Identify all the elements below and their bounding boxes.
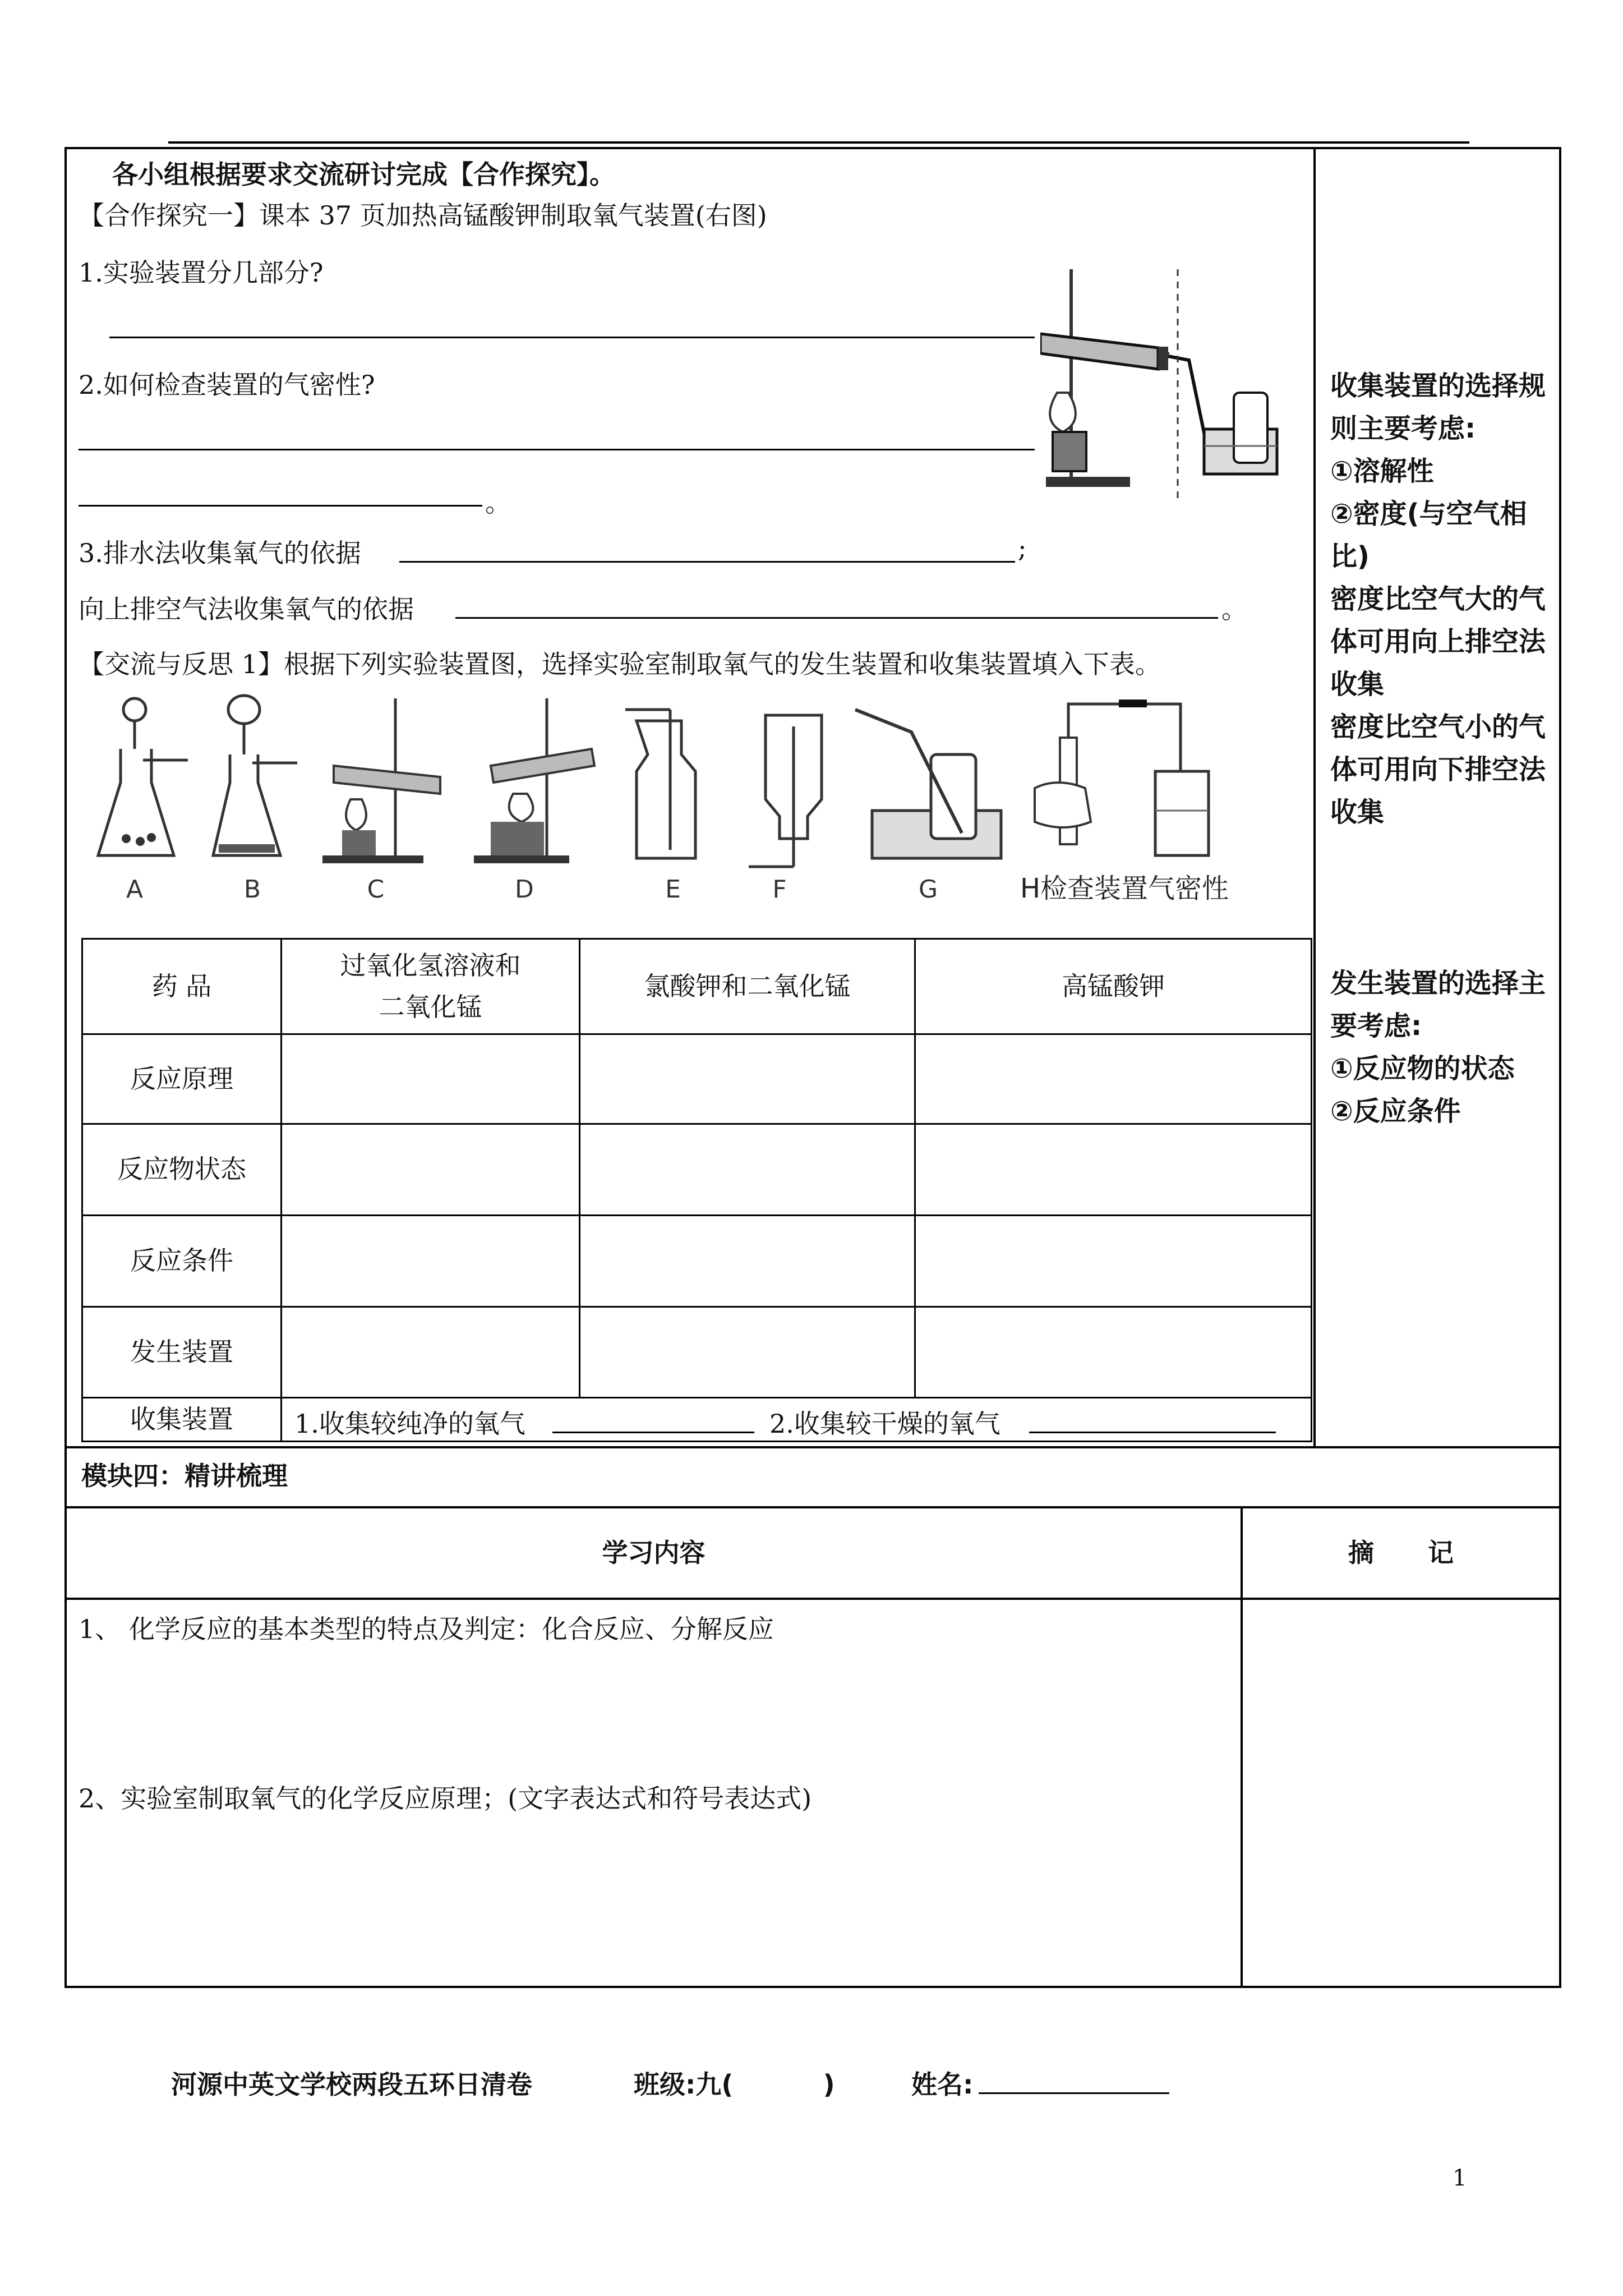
apparatus-a-icon: [98, 698, 188, 855]
sidebar-collect-item: 密度比空气小的气体可用向下排空法收集: [1330, 711, 1546, 828]
sidebar-gen-title: 发生装置的选择主要考虑:: [1330, 968, 1546, 1042]
module4-top: [64, 1446, 1561, 1448]
apparatus-g-icon: [855, 710, 1001, 858]
collect-blank-1[interactable]: [552, 1432, 754, 1433]
apparatus-d-icon: [474, 698, 594, 863]
apparatus-label-a: A: [126, 875, 144, 904]
frame-top: [64, 147, 1561, 149]
apparatus-label-h: H检查装置气密性: [1020, 873, 1229, 904]
footer-name-label: 姓名:: [911, 2069, 974, 2100]
coop-intro: 各小组根据要求交流研讨完成【合作探究】。: [112, 159, 615, 190]
sidebar-generator-notes: [1330, 962, 1549, 1133]
sidebar-collect-item: ②密度(与空气相比): [1330, 498, 1527, 572]
apparatus-label-c: C: [367, 875, 385, 904]
sidebar-collect-title: 收集装置的选择规则主要考虑:: [1330, 370, 1546, 444]
sidebar-gen-item: ②反应条件: [1330, 1096, 1461, 1127]
frame-bottom: [64, 1986, 1561, 1988]
question-4-end: 。: [1221, 594, 1247, 624]
apparatus-h-icon: [1035, 700, 1209, 855]
apparatus-label-f: F: [772, 875, 787, 904]
answer-line-3[interactable]: [399, 561, 1015, 563]
collect-option-2: 2.收集较干燥的氧气: [769, 1409, 1000, 1439]
question-3-end: ;: [1018, 533, 1027, 563]
apparatus-label-g: G: [918, 875, 938, 904]
frame-left: [64, 147, 67, 1987]
apparatus-row-figure: [87, 687, 1321, 912]
table-row-state: 反应物状态: [117, 1154, 246, 1185]
sidebar-collect-notes: [1330, 365, 1549, 834]
page-number: 1: [1453, 2165, 1467, 2191]
apparatus-e-icon: [625, 710, 695, 858]
sidebar-collect-item: 密度比空气大的气体可用向上排空法收集: [1330, 583, 1546, 700]
module4-col-notes: 摘 记: [1348, 1537, 1454, 1568]
apparatus-b-icon: [213, 696, 297, 855]
table-row-collector: 收集装置: [130, 1404, 233, 1434]
module4-title: 模块四：精讲梳理: [81, 1461, 288, 1491]
apparatus-f-icon: [749, 715, 822, 867]
collect-blank-2[interactable]: [1029, 1432, 1276, 1433]
footer-school: 河源中英文学校两段五环日清卷: [171, 2069, 532, 2100]
footer-class: 班级:九( ): [634, 2069, 835, 2100]
collect-option-1: 1.收集较纯净的氧气: [294, 1409, 525, 1439]
frame-right: [1559, 147, 1561, 1987]
apparatus-label-d: D: [515, 875, 534, 904]
question-2: 2.如何检查装置的气密性?: [79, 370, 375, 400]
module4-col-content: 学习内容: [602, 1537, 706, 1568]
module4-item-1: 1、 化学反应的基本类型的特点及判定：化合反应、分解反应: [79, 1614, 774, 1644]
table-head-reagent: 药 品: [151, 970, 212, 1001]
question-2-end: 。: [485, 487, 511, 518]
apparatus-c-icon: [322, 698, 440, 863]
coop-title: 【合作探究一】课本 37 页加热高锰酸钾制取氧气装置(右图): [79, 200, 767, 231]
sidebar-collect-item: ①溶解性: [1330, 455, 1434, 487]
table-row-generator: 发生装置: [130, 1336, 233, 1367]
answer-line-4[interactable]: [455, 617, 1218, 619]
table-head-h2o2: 过氧化氢溶液和 二氧化锰: [340, 950, 521, 1022]
answer-line-2a[interactable]: [79, 449, 1035, 450]
kmno4-apparatus-figure: [1040, 269, 1310, 499]
top-rule: [168, 141, 1469, 144]
reflect-prompt: 【交流与反思 1】根据下列实验装置图，选择实验室制取氧气的发生装置和收集装置填入下表。: [79, 649, 1161, 679]
question-1: 1.实验装置分几部分?: [79, 257, 324, 288]
sidebar-gen-item: ①反应物的状态: [1330, 1053, 1515, 1084]
footer-name-field[interactable]: [979, 2092, 1169, 2094]
table-head-kmno4: 高锰酸钾: [1062, 970, 1165, 1001]
table-row-principle: 反应原理: [130, 1063, 233, 1094]
answer-line-1[interactable]: [109, 337, 1035, 338]
table-head-kclo3: 氯酸钾和二氧化锰: [644, 970, 851, 1001]
module4-head-bottom: [64, 1598, 1561, 1600]
answer-line-2b[interactable]: [79, 505, 482, 507]
question-3: 3.排水法收集氧气的依据: [79, 538, 361, 568]
question-4: 向上排空气法收集氧气的依据: [79, 594, 414, 624]
apparatus-label-b: B: [243, 875, 261, 904]
module4-item-2: 2、实验室制取氧气的化学反应原理；(文字表达式和符号表达式): [79, 1783, 812, 1814]
table-row-condition: 反应条件: [130, 1245, 233, 1276]
apparatus-label-e: E: [665, 875, 681, 904]
